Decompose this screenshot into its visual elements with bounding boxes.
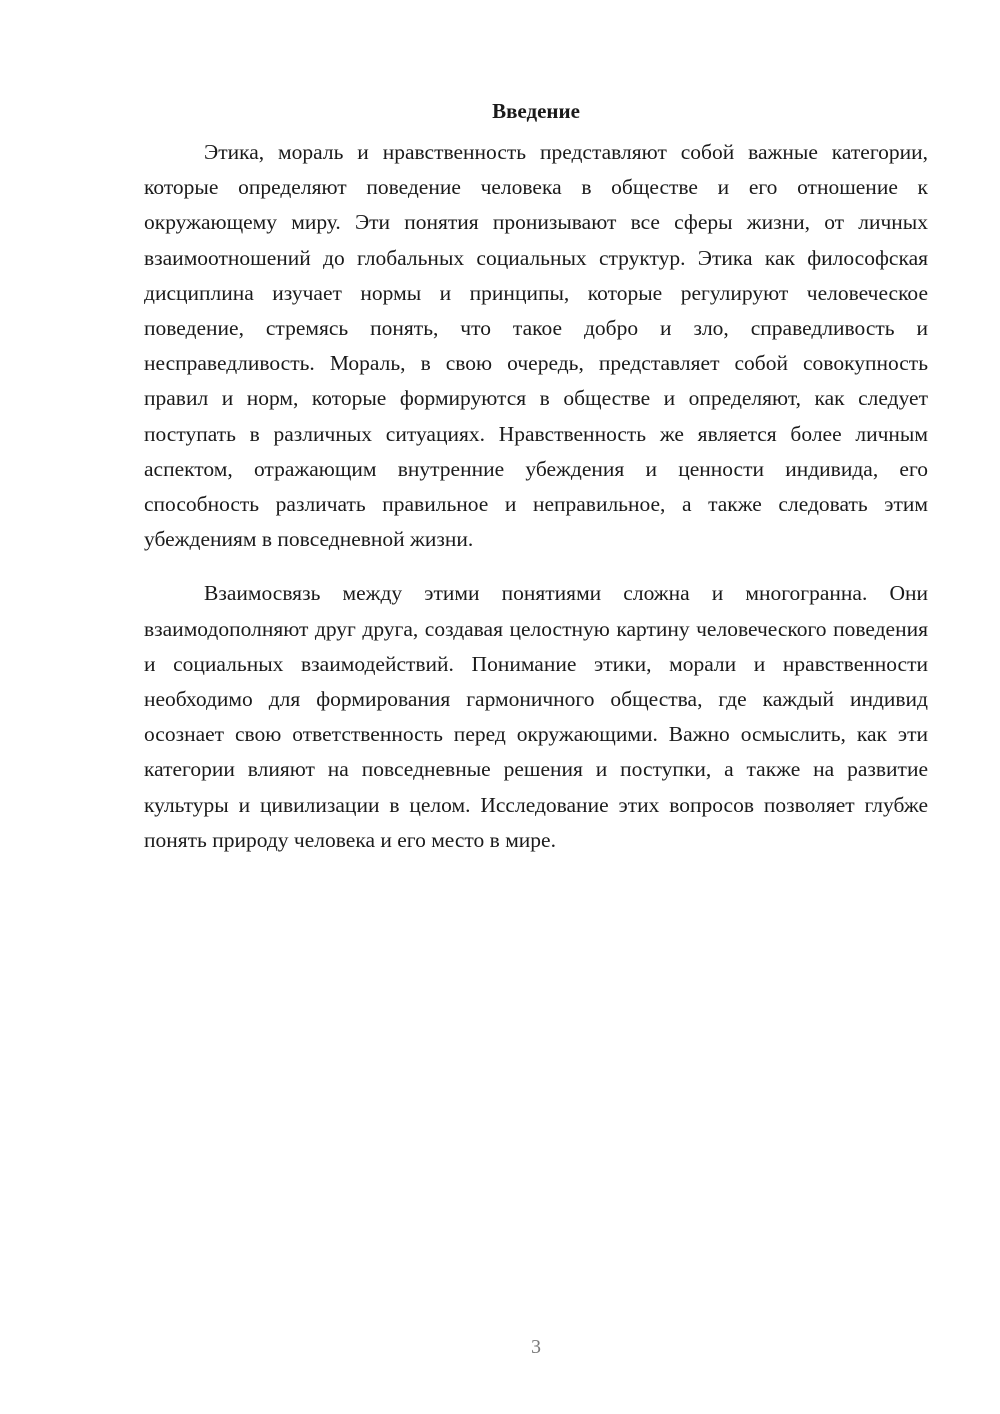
page-number: 3: [531, 1336, 541, 1358]
paragraph-1: Этика, мораль и нравственность представляют собой важные категории, которые определяют поведение человека в обществе и его отношение к окружающему миру. Эти понятия пронизывают все сферы жизни, от личных взаимоотношений до глобальных социальных структур. Этика как философская дисциплина изучает нормы и принципы, которые регулируют человеческое поведение, стремясь понять, что такое добро и зло, справедливость и несправедливость. Мораль, в свою очередь, представляет собой совокупность правил и норм, которые формируются в обществе и определяют, как следует поступать в различных ситуациях. Нравственность же является более личным аспектом, отражающим внутренние убеждения и ценности индивида, его способность различать правильное и неправильное, а также следовать этим убеждениям в повседневной жизни.: [144, 140, 928, 552]
section-title: Введение: [492, 99, 580, 123]
page-content: [144, 94, 928, 858]
paragraph-2: Взаимосвязь между этими понятиями сложна и многогранна. Они взаимодополняют друг друга, создавая целостную картину человеческого поведения и социальных взаимодействий. Понимание этики, морали и нравственности необходимо для формирования гармоничного общества, где каждый индивид осознает свою ответственность перед окружающими. Важно осмыслить, как эти категории влияют на повседневные решения и поступки, а также на развитие культуры и цивилизации в целом. Исследование этих вопросов позволяет глубже понять природу человека и его место в мире.: [144, 581, 928, 852]
